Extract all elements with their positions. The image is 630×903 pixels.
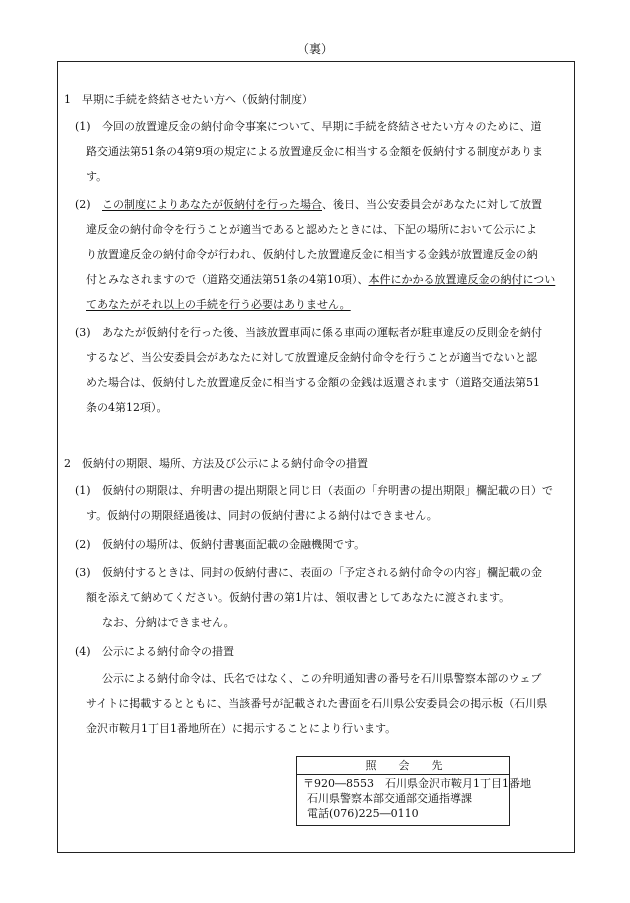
section1-item3-line: 条の4第12項）。: [86, 401, 168, 414]
section1-item3-line: するなど、当公安委員会があなたに対して放置違反金納付命令を行うことが適当でないと認: [86, 351, 537, 364]
section1-item1-line: 路交通法第51条の4第9項の規定による放置違反金に相当する金額を仮納付する制度がありま: [86, 145, 543, 158]
section2-item3-number: (3): [75, 566, 91, 579]
section2-item1-number: (1): [75, 484, 91, 497]
page-header: （裏）: [296, 42, 333, 56]
underlined-text: てあなたがそれ以上の手続を行う必要はありません。: [86, 298, 351, 311]
section2-title: 2 仮納付の期限、場所、方法及び公示による納付命令の措置: [64, 457, 368, 470]
section2-item3-line: 仮納付するときは、同封の仮納付書に、表面の「予定される納付命令の内容」欄記載の金: [102, 566, 542, 579]
section2-item4-number: (4): [75, 645, 91, 658]
section1-item1-line: す。: [86, 170, 108, 183]
contact-address: 〒920―8553 石川県金沢市鞍月1丁目1番地: [303, 777, 531, 790]
section2-item4-title: 公示による納付命令の措置: [102, 645, 234, 658]
section2-item1-line: 仮納付の期限は、弁明書の提出期限と同じ日（表面の「弁明書の提出期限」欄記載の日）で: [102, 484, 553, 497]
contact-box: [296, 756, 531, 826]
underlined-text: この制度によりあなたが仮納付を行った場合: [102, 198, 322, 211]
section2-item2-text: 仮納付の場所は、仮納付書裏面記載の金融機関です。: [102, 538, 366, 551]
underlined-text: 本件にかかる放置違反金の納付につい: [368, 273, 556, 286]
section1-item2-line2: 違反金の納付命令を行うことが適当であると認めたときには、下記の場所において公示によ: [86, 223, 537, 236]
section2-item3-line: 額を添えて納めてください。仮納付書の第1片は、領収書としてあなたに渡されます。: [86, 591, 511, 604]
section1-item2-line1: [102, 198, 542, 212]
section2-item2-number: (2): [75, 538, 91, 551]
section2-item4-line: 金沢市鞍月1丁目1番地所在）に掲示することにより行います。: [86, 722, 397, 735]
section1-item3-line: あなたが仮納付を行った後、当該放置車両に係る車両の運転者が駐車違反の反則金を納付: [102, 326, 542, 339]
section2-item1-line: す。仮納付の期限経過後は、同封の仮納付書による納付はできません。: [86, 509, 438, 522]
section2-item4-line: サイトに掲載するとともに、当該番号が記載された書面を石川県公安委員会の掲示板（石川県: [86, 697, 548, 710]
section2-item3-line: なお、分納はできません。: [102, 616, 235, 629]
text: 付とみなされますので（道路交通法第51条の4第10項）、: [86, 273, 369, 286]
section1-item1-number: (1): [75, 120, 91, 133]
contact-divider: [297, 774, 509, 775]
section1-item1-line: 今回の放置違反金の納付命令事案について、早期に手続を終結させたい方々のために、道: [102, 120, 542, 133]
contact-title: 照 会 先: [365, 759, 443, 772]
section1-item2-line5: [86, 298, 351, 312]
contact-phone: 電話(076)225―0110: [307, 807, 419, 820]
section2-item4-line: 公示による納付命令は、氏名ではなく、この弁明通知書の番号を石川県警察本部のウェブ: [102, 672, 542, 685]
section1-item2-line3: り放置違反金の納付命令が行われ、仮納付した放置違反金に相当する金銭が放置違反金の納: [86, 248, 538, 261]
contact-department: 石川県警察本部交通部交通指導課: [307, 792, 472, 805]
text: 、後日、当公安委員会があなたに対して放置: [322, 198, 542, 211]
section1-item3-line: めた場合は、仮納付した放置違反金に相当する金額の金銭は返還されます（道路交通法第51: [86, 376, 540, 389]
section1-item2-line4: [86, 273, 555, 287]
section1-item2-number: (2): [75, 198, 91, 211]
section1-title: 1 早期に手続を終結させたい方へ（仮納付制度）: [64, 93, 313, 106]
section1-item3-number: (3): [75, 326, 91, 339]
